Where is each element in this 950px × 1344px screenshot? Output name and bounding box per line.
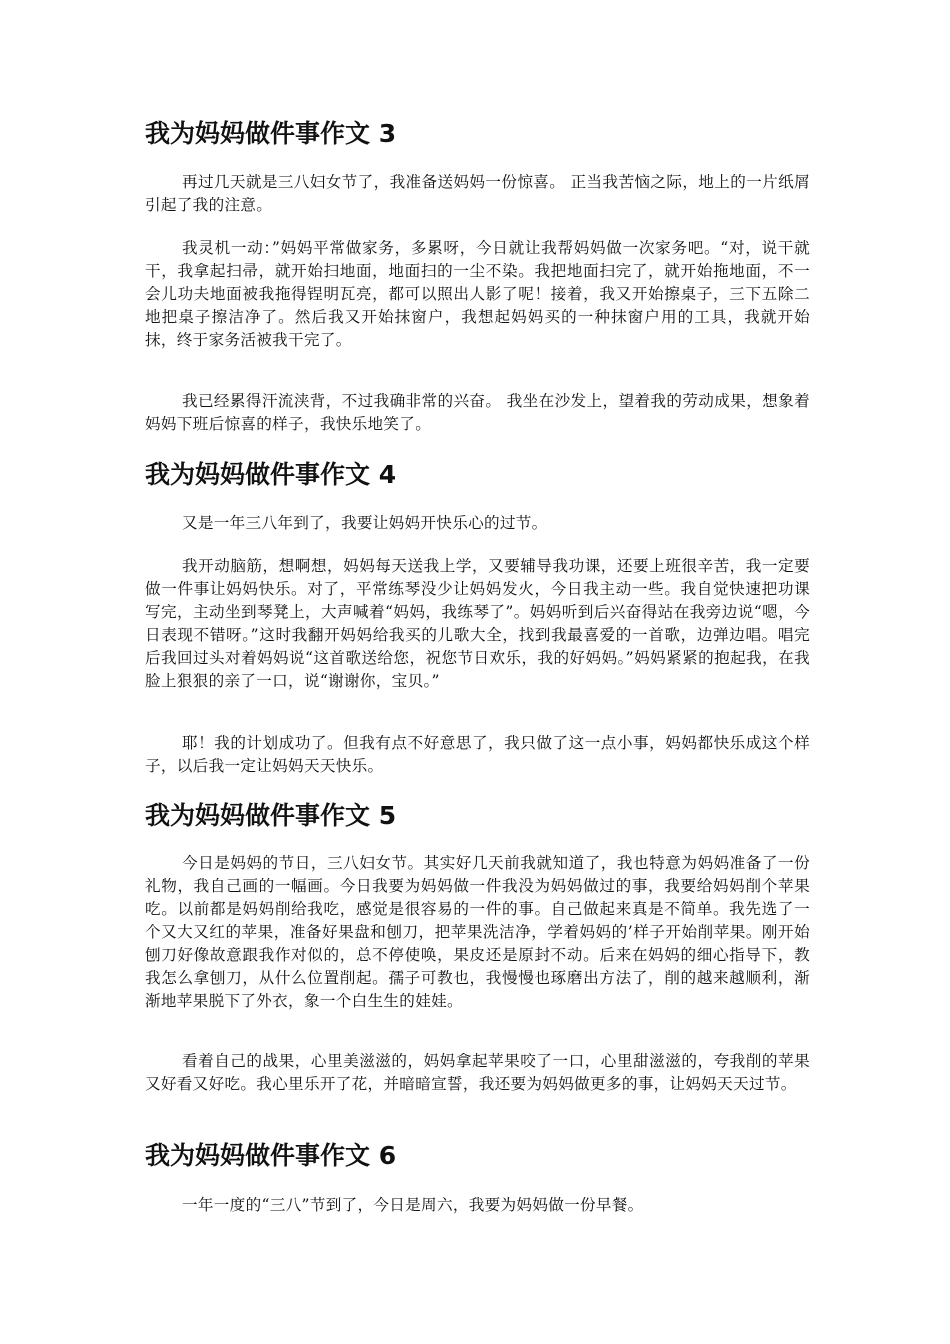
paragraph: 耶！我的计划成功了。但我有点不好意思了，我只做了这一点小事，妈妈都快乐成这个样子，以后我一定让妈妈天天快乐。 <box>145 734 810 775</box>
section-title-6: 我为妈妈做件事作文 6 <box>145 1141 397 1170</box>
paragraph: 又是一年三八年到了，我要让妈妈开快乐心的过节。 <box>182 514 548 532</box>
paragraph: 我已经累得汗流浃背，不过我确非常的兴奋。 我坐在沙发上，望着我的劳动成果，想象着妈妈下班后惊喜的样子，我快乐地笑了。 <box>145 392 810 433</box>
section-title-3: 我为妈妈做件事作文 3 <box>145 119 397 148</box>
paragraph: 我开动脑筋，想啊想，妈妈每天送我上学，又要辅导我功课，还要上班很辛苦，我一定要做一件事让妈妈快乐。对了，平常练琴没少让妈妈发火，今日我主动一些。我自觉快速把功课写完，主动坐到琴凳上，大声喊着“妈妈，我练琴了”。妈妈听到后兴奋得站在我旁边说“嗯，今日表现不错呀。”这时我翻开妈妈给我买的儿歌大全，找到我最喜爱的一首歌，边弹边唱。唱完后我回过头对着妈妈说“这首歌送给您，祝您节日欢乐，我的好妈妈。”妈妈紧紧的抱起我，在我脸上狠狠的亲了一口，说“谢谢你，宝贝。” <box>145 557 810 690</box>
paragraph: 今日是妈妈的节日，三八妇女节。其实好几天前我就知道了，我也特意为妈妈准备了一份礼物，我自己画的一幅画。今日我要为妈妈做一件我没为妈妈做过的事，我要给妈妈削个苹果吃。以前都是妈妈削给我吃，感觉是很容易的一件的事。自己做起来真是不简单。我先选了一个又大又红的苹果，准备好果盘和刨刀，把苹果洗洁净，学着妈妈的’样子开始削苹果。刚开始刨刀好像故意跟我作对似的，总不停使唤，果皮还是原封不动。后来在妈妈的细心指导下，教我怎么拿刨刀，从什么位置削起。孺子可教也，我慢慢也琢磨出方法了，削的越来越顺利，渐渐地苹果脱下了外衣，象一个白生生的娃娃。 <box>145 854 810 1010</box>
paragraph: 一年一度的“三八”节到了，今日是周六，我要为妈妈做一份早餐。 <box>182 1196 644 1214</box>
section-title-5: 我为妈妈做件事作文 5 <box>145 801 397 830</box>
paragraph: 我灵机一动：”妈妈平常做家务，多累呀，今日就让我帮妈妈做一次家务吧。“对，说干就干，我拿起扫帚，就开始扫地面，地面扫的一尘不染。我把地面扫完了，就开始拖地面，不一会儿功夫地面被我拖得锃明瓦亮，都可以照出人影了呢！接着，我又开始擦桌子，三下五除二地把桌子擦洁净了。然后我又开始抹窗户，我想起妈妈买的一种抹窗户用的工具，我就开始抹，终于家务活被我干完了。 <box>145 239 810 349</box>
section-title-4: 我为妈妈做件事作文 4 <box>145 460 397 489</box>
paragraph: 再过几天就是三八妇女节了，我准备送妈妈一份惊喜。 正当我苦恼之际，地上的一片纸屑引起了我的注意。 <box>145 173 810 214</box>
paragraph: 看着自己的战果，心里美滋滋的，妈妈拿起苹果咬了一口，心里甜滋滋的，夸我削的苹果又好看又好吃。我心里乐开了花，并暗暗宣誓，我还要为妈妈做更多的事，让妈妈天天过节。 <box>145 1052 810 1093</box>
